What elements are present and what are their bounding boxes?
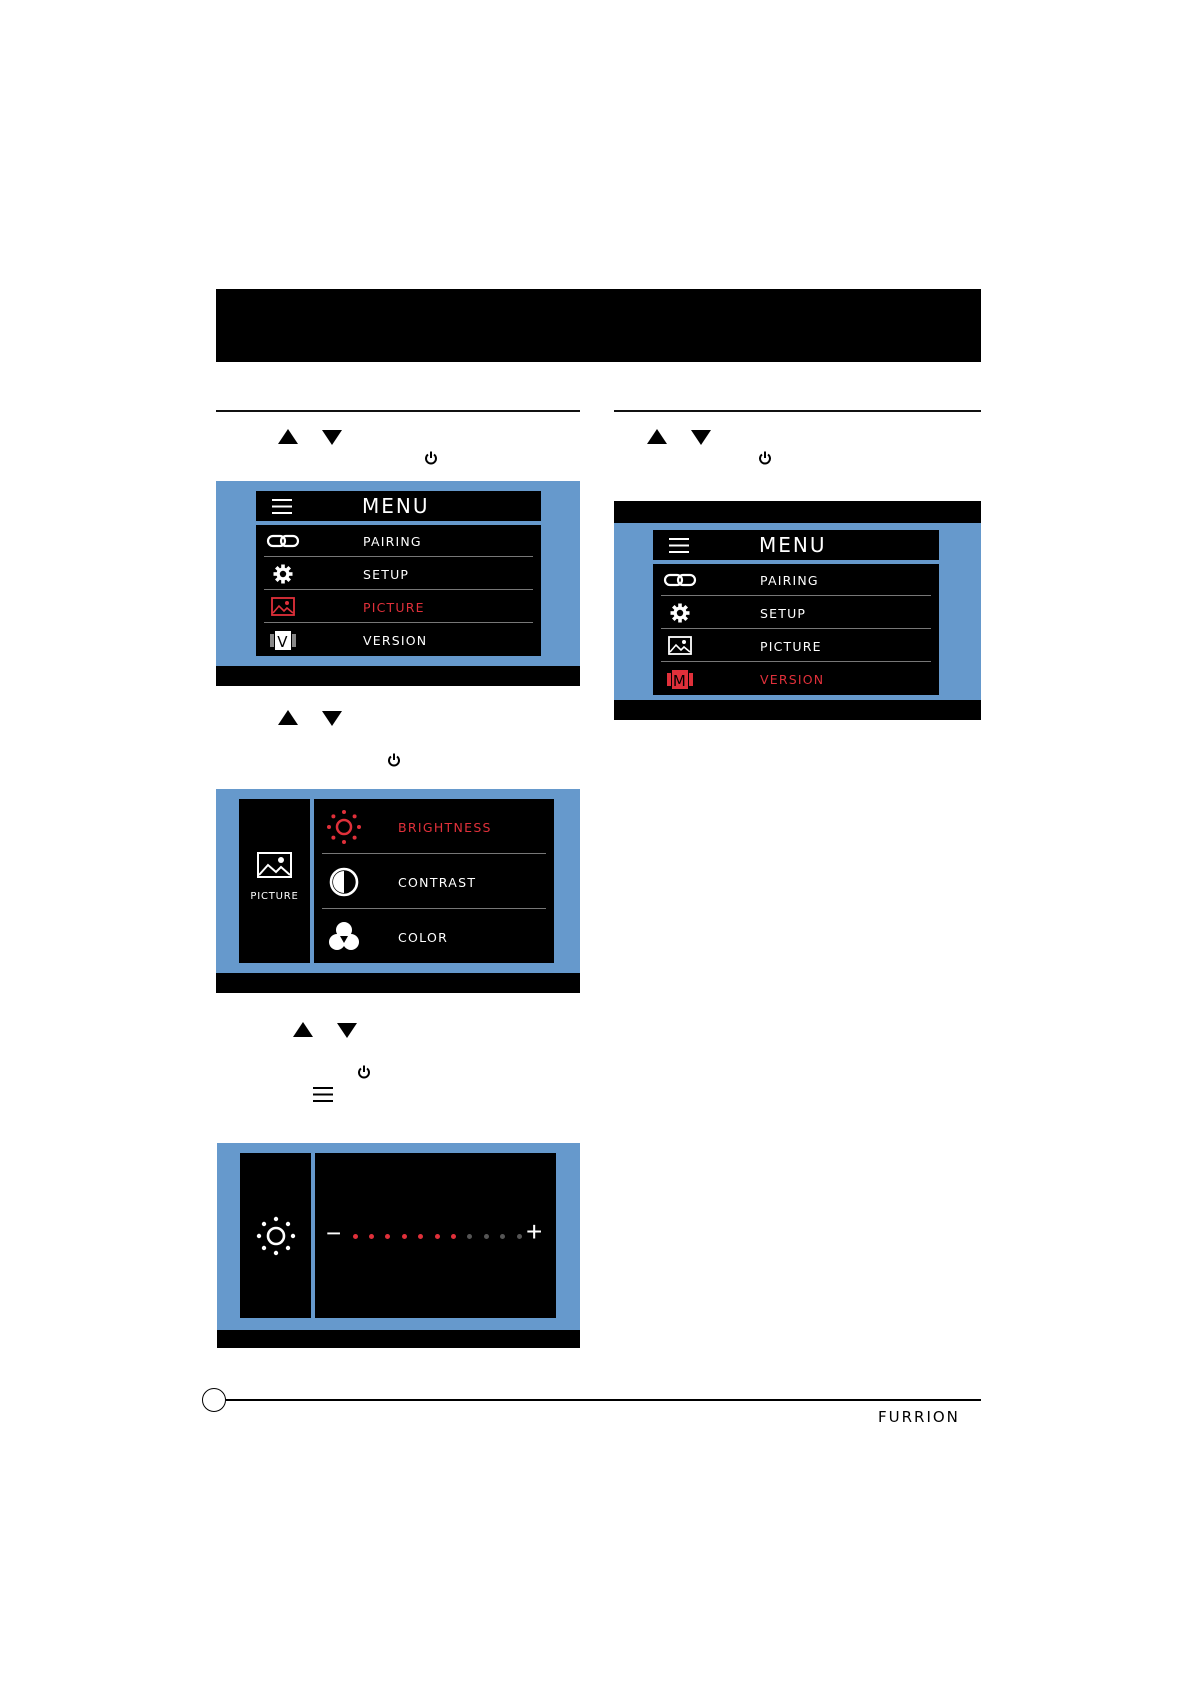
hamburger-icon	[272, 499, 292, 514]
option-contrast[interactable]	[314, 854, 554, 909]
power-icon	[356, 1064, 372, 1080]
menu-item-picture[interactable]	[653, 630, 939, 662]
divider	[661, 661, 931, 662]
gear-icon	[266, 562, 300, 586]
menu-title-bar	[653, 530, 939, 560]
menu-title: MENU	[759, 533, 827, 557]
menu-title-bar	[256, 491, 541, 521]
slider-dot-active	[435, 1234, 440, 1239]
menu-item-label: PICTURE	[760, 639, 822, 654]
up-arrow-icon	[278, 429, 298, 444]
plus-icon[interactable]: +	[526, 1216, 543, 1247]
version-icon	[266, 628, 300, 652]
power-icon	[423, 450, 439, 466]
menu-item-setup[interactable]	[653, 597, 939, 629]
menu-item-label: SETUP	[363, 567, 410, 582]
slider-dot-active	[418, 1234, 423, 1239]
up-arrow-icon	[293, 1022, 313, 1037]
picture-icon	[266, 595, 300, 619]
menu-item-label: PICTURE	[363, 600, 425, 615]
right-column-rule	[614, 410, 981, 412]
down-arrow-icon	[337, 1023, 357, 1038]
slider-dot-inactive	[500, 1234, 505, 1239]
slider-dot-inactive	[484, 1234, 489, 1239]
gear-icon	[663, 601, 697, 625]
version-icon	[663, 667, 697, 691]
slider-side-panel	[240, 1153, 311, 1318]
option-label: BRIGHTNESS	[398, 820, 492, 835]
page-number-circle	[202, 1388, 226, 1412]
slider-dot-active	[369, 1234, 374, 1239]
hamburger-icon	[313, 1087, 333, 1102]
menu-item-version[interactable]	[653, 663, 939, 695]
up-arrow-icon	[647, 429, 667, 444]
svg-text:V: V	[277, 633, 289, 651]
slider-dot-inactive	[517, 1234, 522, 1239]
divider	[661, 595, 931, 596]
picture-options-list	[314, 799, 554, 963]
option-label: CONTRAST	[398, 875, 477, 890]
down-arrow-icon	[322, 711, 342, 726]
option-brightness[interactable]	[314, 799, 554, 854]
screen-top-band	[614, 501, 981, 523]
slider-dot-active	[402, 1234, 407, 1239]
menu-item-label: VERSION	[760, 672, 825, 687]
side-panel-label: PICTURE	[250, 891, 299, 902]
brightness-slider-screen	[217, 1143, 580, 1348]
divider	[264, 622, 533, 623]
hamburger-icon	[669, 538, 689, 553]
picture-side-panel	[239, 799, 310, 963]
menu-item-picture[interactable]	[256, 591, 541, 623]
link-icon	[663, 568, 697, 592]
menu-item-setup[interactable]	[256, 558, 541, 590]
power-icon	[757, 450, 773, 466]
screen-base	[216, 666, 580, 686]
divider	[264, 556, 533, 557]
left-column-rule	[216, 410, 580, 412]
menu-item-version[interactable]	[256, 624, 541, 656]
menu-list	[653, 564, 939, 695]
svg-text:M: M	[672, 672, 688, 690]
up-arrow-icon	[278, 710, 298, 725]
slider-track[interactable]	[355, 1234, 519, 1240]
power-icon	[386, 752, 402, 768]
menu-item-label: SETUP	[760, 606, 807, 621]
screen-base	[217, 1330, 580, 1348]
menu-item-label: PAIRING	[363, 534, 422, 549]
screen-base	[614, 700, 981, 720]
brightness-icon	[326, 809, 362, 845]
menu-list	[256, 525, 541, 656]
menu-item-pairing[interactable]	[653, 564, 939, 596]
brightness-icon	[255, 1215, 297, 1257]
brand-logo: FURRION	[878, 1408, 960, 1426]
menu-title: MENU	[362, 494, 430, 518]
option-color[interactable]	[314, 909, 554, 964]
menu-item-label: PAIRING	[760, 573, 819, 588]
section-header-bar	[216, 289, 981, 362]
menu-item-pairing[interactable]	[256, 525, 541, 557]
divider	[661, 628, 931, 629]
slider-dot-active	[385, 1234, 390, 1239]
screen-base	[216, 973, 580, 993]
menu-screen-right	[614, 501, 981, 720]
link-icon	[266, 529, 300, 553]
slider-dot-active	[451, 1234, 456, 1239]
picture-icon	[663, 634, 697, 658]
down-arrow-icon	[691, 430, 711, 445]
menu-screen-left	[216, 481, 580, 686]
minus-icon[interactable]: −	[326, 1218, 342, 1248]
slider-panel[interactable]	[315, 1153, 556, 1318]
slider-dot-inactive	[467, 1234, 472, 1239]
down-arrow-icon	[322, 430, 342, 445]
footer-rule	[226, 1399, 981, 1401]
picture-submenu-screen	[216, 789, 580, 993]
divider	[264, 589, 533, 590]
picture-icon	[256, 851, 293, 881]
color-icon	[326, 919, 362, 955]
menu-item-label: VERSION	[363, 633, 428, 648]
option-label: COLOR	[398, 930, 449, 945]
slider-dot-active	[353, 1234, 358, 1239]
contrast-icon	[326, 864, 362, 900]
